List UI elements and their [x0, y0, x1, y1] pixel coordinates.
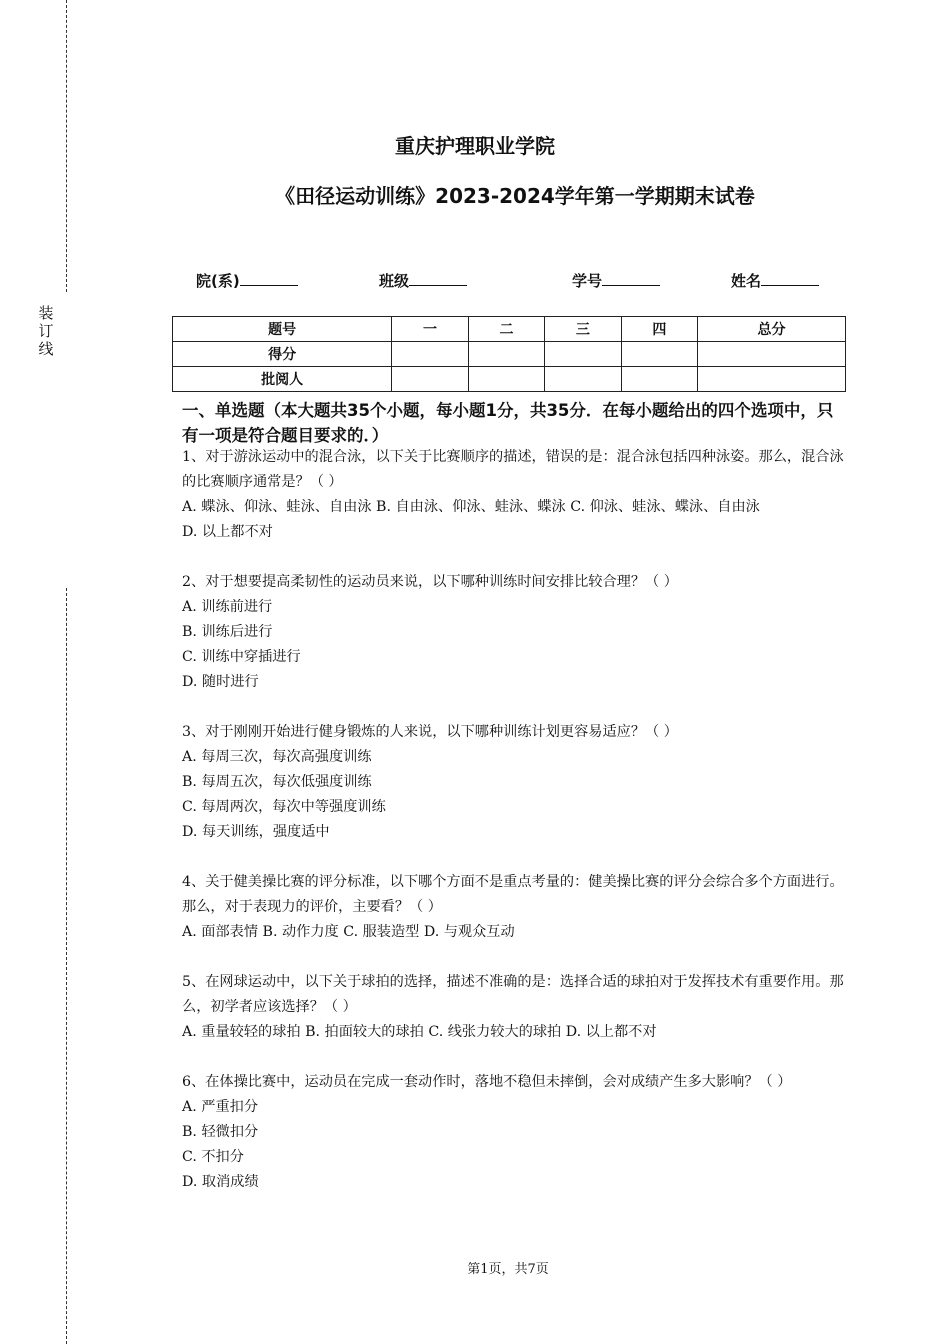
score-table-row-reviewer — [173, 367, 846, 392]
score-cell[interactable] — [621, 342, 697, 367]
score-table-header-row — [173, 317, 846, 342]
score-cell[interactable] — [545, 342, 621, 367]
student-info-row — [196, 270, 836, 294]
score-header-cell: 四 — [621, 317, 697, 342]
question-option: D. 取消成绩 — [182, 1174, 259, 1190]
question-option: C. 训练中穿插进行 — [182, 649, 301, 665]
question-option: A. 严重扣分 — [182, 1099, 259, 1115]
score-row-label: 得分 — [173, 342, 392, 367]
score-table — [172, 316, 846, 392]
reviewer-cell[interactable] — [698, 367, 846, 392]
question-item — [182, 720, 854, 845]
question-stem: 6、在体操比赛中，运动员在完成一套动作时，落地不稳但未摔倒，会对成绩产生多大影响？（ ） — [182, 1074, 792, 1090]
question-option: D. 随时进行 — [182, 674, 259, 690]
question-option: B. 轻微扣分 — [182, 1124, 259, 1140]
class-blank[interactable] — [409, 271, 467, 286]
question-option: A. 面部表情 B. 动作力度 C. 服装造型 D. 与观众互动 — [182, 924, 515, 940]
question-item — [182, 445, 854, 545]
question-item — [182, 970, 854, 1045]
question-option: C. 不扣分 — [182, 1149, 244, 1165]
exam-title: 《田径运动训练》2023-2024学年第一学期期末试卷 — [275, 184, 755, 208]
school-name: 重庆护理职业学院 — [395, 134, 555, 158]
question-stem: 2、对于想要提高柔韧性的运动员来说，以下哪种训练时间安排比较合理？（ ） — [182, 574, 678, 590]
question-stem: 3、对于刚刚开始进行健身锻炼的人来说，以下哪种训练计划更容易适应？（ ） — [182, 724, 678, 740]
question-item — [182, 570, 854, 695]
reviewer-cell[interactable] — [545, 367, 621, 392]
info-field-name: 姓名 — [731, 270, 819, 291]
reviewer-row-label: 批阅人 — [173, 367, 392, 392]
info-field-student-id: 学号 — [572, 270, 660, 291]
score-table-row-score — [173, 342, 846, 367]
student-id-blank[interactable] — [602, 271, 660, 286]
question-option: B. 训练后进行 — [182, 624, 273, 640]
name-blank[interactable] — [761, 271, 819, 286]
question-option: A. 蝶泳、仰泳、蛙泳、自由泳 B. 自由泳、仰泳、蛙泳、蝶泳 C. 仰泳、蛙泳、蝶泳、自由泳 — [182, 499, 760, 515]
question-option: A. 重量较轻的球拍 B. 拍面较大的球拍 C. 线张力较大的球拍 D. 以上都不对 — [182, 1024, 657, 1040]
question-stem: 4、关于健美操比赛的评分标准，以下哪个方面不是重点考量的：健美操比赛的评分会综合多个方面进行。那么，对于表现力的评价，主要看？（ ） — [182, 874, 844, 915]
reviewer-cell[interactable] — [621, 367, 697, 392]
question-stem: 1、对于游泳运动中的混合泳，以下关于比赛顺序的描述，错误的是：混合泳包括四种泳姿。那么，混合泳的比赛顺序通常是？（ ） — [182, 449, 844, 490]
score-header-cell: 总分 — [698, 317, 846, 342]
score-header-cell: 题号 — [173, 317, 392, 342]
score-cell[interactable] — [392, 342, 468, 367]
score-header-cell: 三 — [545, 317, 621, 342]
score-header-cell: 二 — [468, 317, 544, 342]
question-item — [182, 870, 854, 945]
question-option: A. 训练前进行 — [182, 599, 273, 615]
score-cell[interactable] — [468, 342, 544, 367]
info-field-department: 院(系) — [196, 270, 298, 291]
question-option: C. 每周两次，每次中等强度训练 — [182, 799, 386, 815]
question-option: D. 每天训练，强度适中 — [182, 824, 330, 840]
score-header-cell: 一 — [392, 317, 468, 342]
binding-label: 装订线 — [38, 304, 54, 358]
reviewer-cell[interactable] — [392, 367, 468, 392]
question-option: B. 每周五次，每次低强度训练 — [182, 774, 372, 790]
score-cell[interactable] — [698, 342, 846, 367]
question-item — [182, 1070, 854, 1195]
info-field-class: 班级 — [379, 270, 467, 291]
binding-line-bottom — [66, 588, 67, 1344]
question-list — [182, 445, 854, 1220]
page-number: 第1页，共7页 — [467, 1262, 549, 1277]
department-blank[interactable] — [240, 271, 298, 286]
section-heading: 一、单选题（本大题共35个小题，每小题1分，共35分．在每小题给出的四个选项中，只有一项是符合题目要求的．） — [182, 401, 834, 445]
question-option: A. 每周三次，每次高强度训练 — [182, 749, 372, 765]
reviewer-cell[interactable] — [468, 367, 544, 392]
question-stem: 5、在网球运动中，以下关于球拍的选择，描述不准确的是：选择合适的球拍对于发挥技术有重要作用。那么，初学者应该选择？（ ） — [182, 974, 844, 1015]
question-option: D. 以上都不对 — [182, 524, 273, 540]
